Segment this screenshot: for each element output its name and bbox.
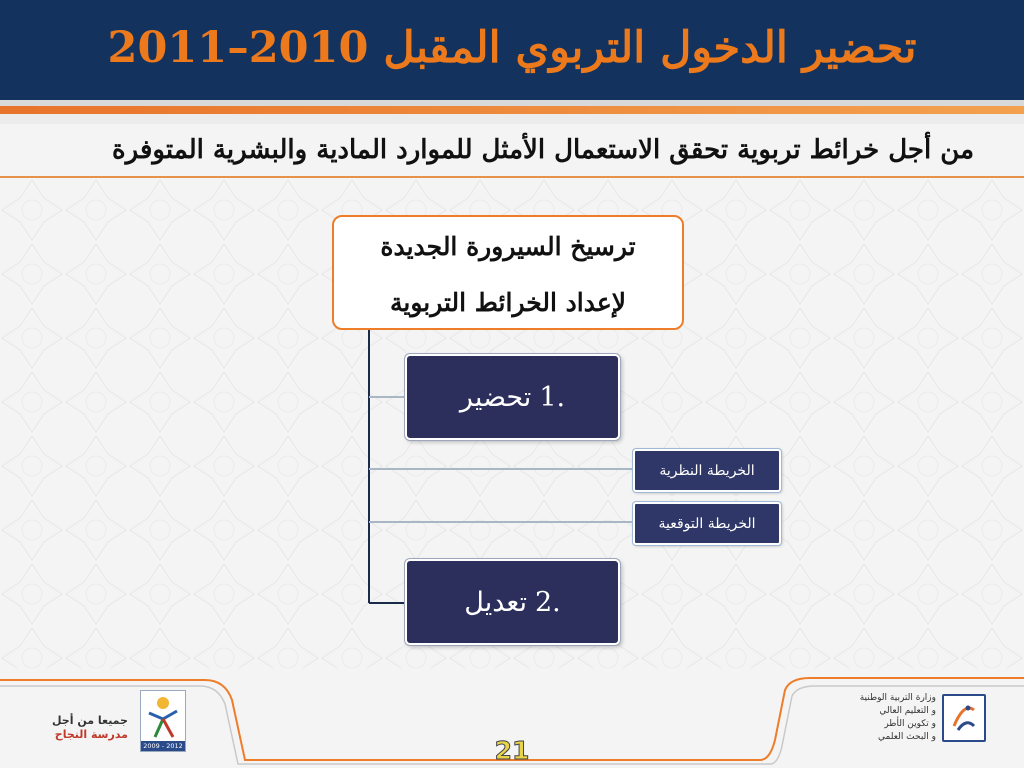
campaign-line-1: جميعا من أجل bbox=[51, 714, 128, 727]
root-node bbox=[332, 215, 684, 330]
step-number: 2. bbox=[534, 586, 561, 618]
ministry-logo bbox=[942, 694, 986, 742]
ministry-line-1: وزارة التربية الوطنية bbox=[859, 693, 936, 703]
ministry-emblem-icon bbox=[944, 696, 984, 740]
step-node-prepare bbox=[405, 354, 620, 440]
star-figure-icon bbox=[141, 691, 185, 741]
ministry-name bbox=[760, 692, 936, 744]
campaign-years: 2009 - 2012 bbox=[141, 741, 185, 751]
slide-subtitle: من أجل خرائط تربوية تحقق الاستعمال الأمثل للموارد المادية والبشرية المتوفرة bbox=[112, 135, 974, 165]
step-label: تعديل bbox=[464, 586, 527, 618]
campaign-logo-text bbox=[36, 714, 128, 742]
ministry-line-3: و تكوين الأطر bbox=[884, 719, 936, 729]
root-node-line-2: لإعداد الخرائط التربوية bbox=[389, 288, 627, 317]
step-number: 1. bbox=[539, 381, 566, 413]
campaign-line-2: مدرسة النجاح bbox=[54, 728, 128, 741]
ministry-line-4: و البحث العلمي bbox=[878, 732, 936, 742]
campaign-logo bbox=[140, 690, 186, 752]
sub-node-forecast-map bbox=[633, 502, 781, 545]
sub-node-label: الخريطة التوقعية bbox=[658, 515, 756, 532]
root-node-line-1: ترسيخ السيرورة الجديدة bbox=[380, 232, 636, 261]
step-node-adjust bbox=[405, 559, 620, 645]
step-label: تحضير bbox=[459, 381, 532, 413]
slide-title: تحضير الدخول التربوي المقبل 2010–2011 bbox=[107, 23, 917, 73]
sub-node-label: الخريطة النظرية bbox=[659, 462, 755, 479]
ministry-line-2: و التعليم العالي bbox=[879, 706, 936, 716]
page-number: 21 bbox=[494, 736, 530, 765]
sub-node-theoretical-map bbox=[633, 449, 781, 492]
